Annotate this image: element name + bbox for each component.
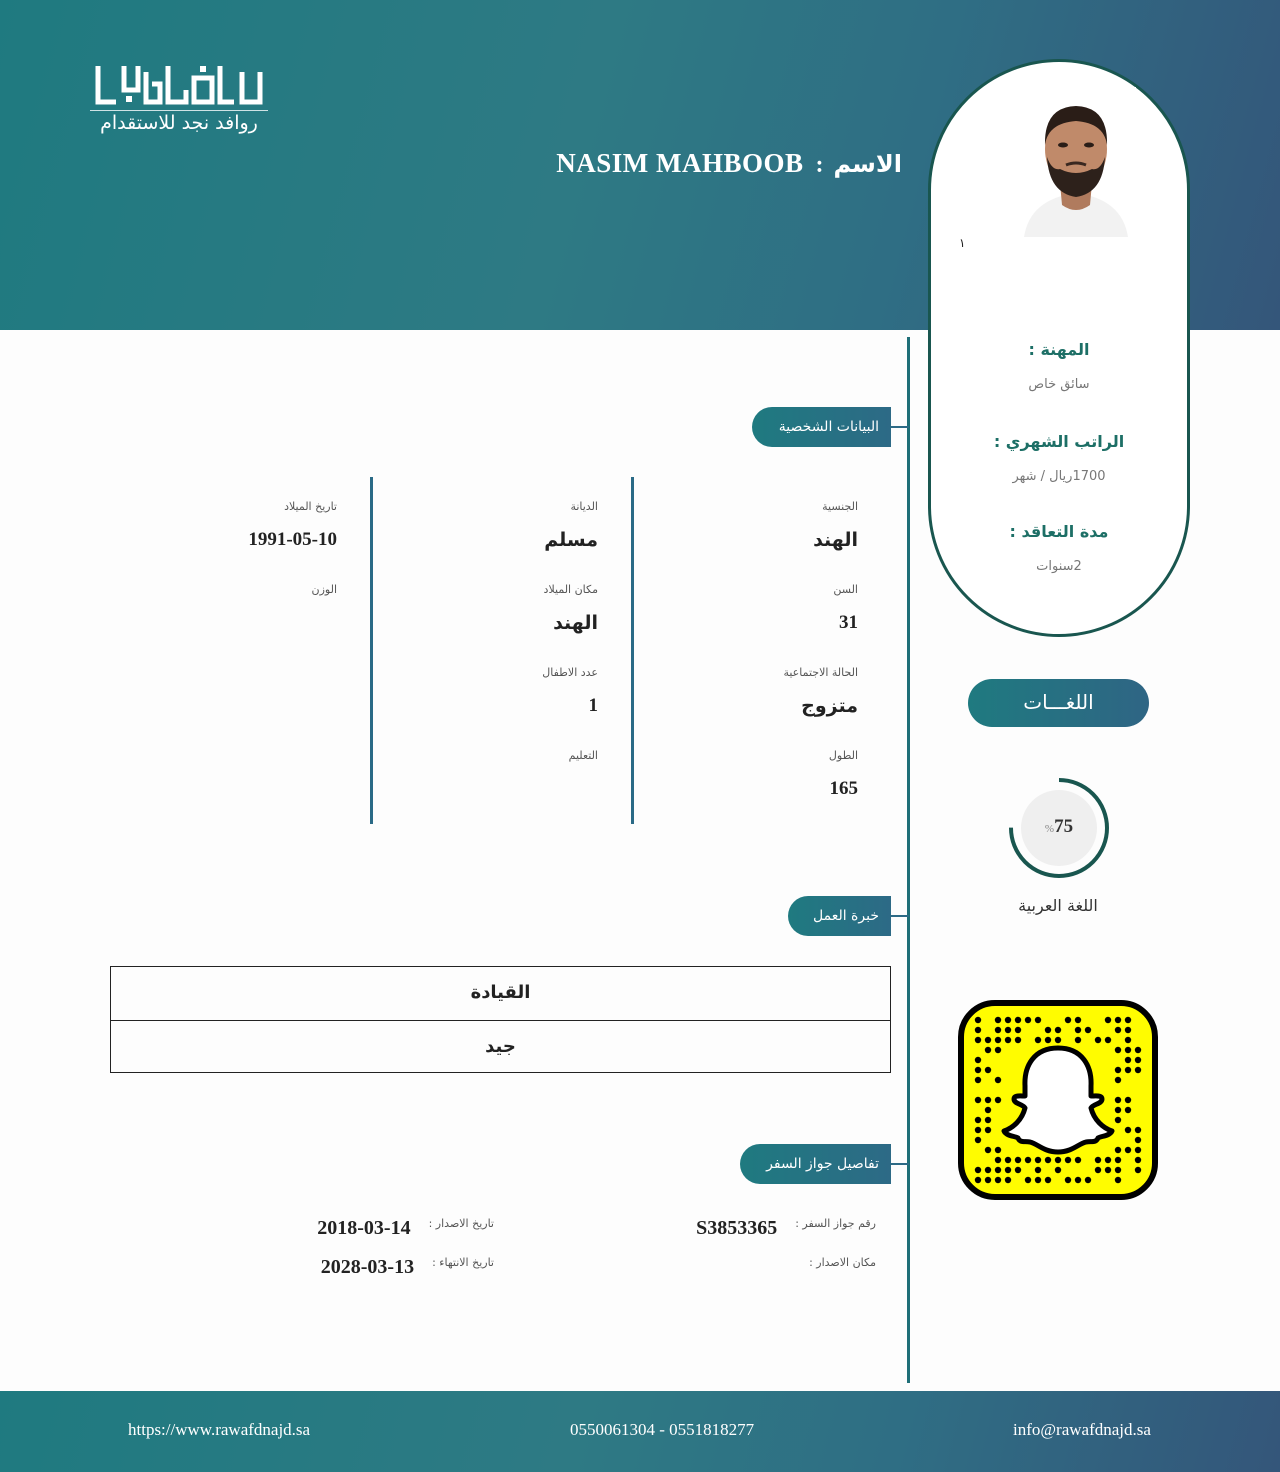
snapcode-dot [1105,1157,1111,1163]
snapcode-dot [1115,1167,1121,1173]
snapcode-dot [995,1097,1001,1103]
field-age [618,583,858,636]
gauge-percent-sign: % [1044,823,1055,835]
field-religion [358,500,598,553]
work-experience-heading: خبرة العمل [788,896,891,936]
snapcode-dot [1115,1177,1121,1183]
snapcode-dot [1125,1067,1131,1073]
snapcode-dot [1115,1147,1121,1153]
snapcode-dot [1135,1047,1141,1053]
snapcode-dot [1105,1167,1111,1173]
snapcode-dot [1075,1177,1081,1183]
experience-skill: القيادة [470,982,531,1003]
snapcode-dot [1115,1067,1121,1073]
birth-date-value: 1991-05-10 [248,529,337,550]
snapcode-dot [1025,1157,1031,1163]
snapcode-dot [995,1077,1001,1083]
age-value: 31 [839,612,858,633]
snapcode-dot [995,1047,1001,1053]
passport-issue-row [317,1217,494,1240]
snapcode-dot [1035,1177,1041,1183]
logo-divider [90,110,268,111]
contract-value: 2سنوات [1036,559,1082,574]
snapcode-dot [1075,1017,1081,1023]
snapcode-dot [985,1127,991,1133]
snapcode-dot [1135,1067,1141,1073]
snapcode-dot [995,1157,1001,1163]
snapcode-dot [1015,1037,1021,1043]
snapcode-dot [1105,1037,1111,1043]
snapcode-dot [1095,1157,1101,1163]
profession-block [931,340,1187,392]
snapcode-dot [995,1177,1001,1183]
footer-banner [0,1391,1280,1472]
logo-mark-icon [94,62,266,106]
snapcode-dot [985,1037,991,1043]
snapcode-dot [975,1057,981,1063]
snapcode-dot [975,1027,981,1033]
gauge-level-value: 75 [1054,816,1074,837]
snapcode-dot [1065,1157,1071,1163]
snapcode-dot [1035,1167,1041,1173]
snapcode-dot [1135,1147,1141,1153]
passport-issue-value: 2018-03-14 [317,1217,411,1239]
birth-date-label: تاريخ الميلاد [284,500,337,513]
snapcode-dot [1035,1017,1041,1023]
profession-label: المهنة : [1028,340,1090,359]
experience-table [110,966,891,1073]
nationality-label: الجنسية [822,500,858,513]
experience-level: جيد [111,1020,890,1072]
snapcode-dot [975,1137,981,1143]
languages-heading: اللغـــات [968,679,1149,727]
snapcode-dot [985,1097,991,1103]
weight-value [97,612,337,636]
snapcode-dot [1075,1157,1081,1163]
snapcode-dot [1115,1027,1121,1033]
contract-label: مدة التعاقد : [1009,522,1109,541]
field-weight [97,583,337,636]
snapcode-dot [1005,1167,1011,1173]
snapcode-dot [1075,1027,1081,1033]
salary-block [931,432,1187,484]
snapcode-dot [1085,1027,1091,1033]
nationality-value: الهند [813,529,858,551]
field-education [358,749,598,802]
logo-subtitle: روافد نجد للاستقدام [100,112,258,134]
field-height [618,749,858,802]
snapcode-dot [1055,1037,1061,1043]
snapcode-dot [1115,1117,1121,1123]
field-birth-place [358,583,598,636]
snapcode-dot [975,1127,981,1133]
snapcode-dot [1005,1037,1011,1043]
snapcode-dot [1135,1057,1141,1063]
education-value [358,778,598,802]
profile-card [928,59,1190,637]
snapcode-dot [1025,1177,1031,1183]
snapcode-dot [995,1027,1001,1033]
snapcode-dot [1015,1157,1021,1163]
education-label: التعليم [568,749,598,762]
snapcode-dot [1115,1047,1121,1053]
content-divider [907,337,910,1383]
worker-photo [1016,87,1136,237]
snapcode-dot [985,1067,991,1073]
passport-expiry-label: تاريخ الانتهاء : [432,1256,494,1269]
snapcode-dot [1125,1147,1131,1153]
snapcode-dot [1025,1017,1031,1023]
name-label: الاسم [833,150,902,178]
marital-status-value: متزوج [801,695,858,717]
snapcode-dot [1055,1167,1061,1173]
age-label: السن [833,583,858,596]
snapcode-dot [995,1147,1001,1153]
snapcode-dot [1105,1017,1111,1023]
passport-place-label: مكان الاصدار : [809,1256,876,1269]
contract-block [931,522,1187,574]
height-label: الطول [828,749,858,762]
field-birth-date [97,500,337,553]
snapcode-dot [1065,1017,1071,1023]
snapcode-dot [1115,1157,1121,1163]
children-value: 1 [588,695,598,716]
name-colon: : [815,152,824,178]
snapcode-dot [1135,1167,1141,1173]
snapcode-dot [995,1017,1001,1023]
weight-label: الوزن [311,583,337,596]
snapcode-dot [1095,1167,1101,1173]
field-nationality [618,500,858,553]
personal-data-heading: البيانات الشخصية [752,407,891,447]
snapcode-dot [985,1117,991,1123]
snapcode-qr [958,1000,1158,1200]
snapcode-dot [1115,1097,1121,1103]
birth-place-value: الهند [553,612,598,634]
card-mark: ١ [959,236,966,250]
snapcode-dot [1045,1027,1051,1033]
company-logo [90,58,270,138]
snapcode-dot [1015,1027,1021,1033]
field-marital-status [618,666,858,719]
snapcode-dot [1065,1177,1071,1183]
snapcode-dot [1125,1037,1131,1043]
snapcode-dot [1055,1027,1061,1033]
snapcode-dot [985,1107,991,1113]
worker-name: NASIM MAHBOOB [556,148,804,178]
snapcode-dot [1045,1177,1051,1183]
passport-number-label: رقم جواز السفر : [795,1217,876,1230]
snapcode-dot [1045,1157,1051,1163]
snapcode-dot [975,1167,981,1173]
children-label: عدد الاطفال [542,666,598,679]
snapcode-dot [1035,1157,1041,1163]
footer-phones[interactable]: 0550061304 - 0551818277 [570,1420,755,1439]
snapcode-dot [1015,1017,1021,1023]
religion-label: الديانة [570,500,598,513]
passport-expiry-value: 2028-03-13 [320,1256,415,1278]
snapcode-dot [1115,1017,1121,1023]
passport-expiry-row [321,1256,494,1279]
snapcode-dot [995,1037,1001,1043]
religion-value: مسلم [544,529,598,551]
birth-place-label: مكان الميلاد [543,583,598,596]
snapcode-dot [985,1047,991,1053]
snapcode-dot [1135,1157,1141,1163]
snapcode-dot [1075,1037,1081,1043]
snapcode-dot [1015,1167,1021,1173]
snapcode-dot [1005,1177,1011,1183]
snapcode-dot [1125,1097,1131,1103]
passport-number-value: S3853365 [696,1217,778,1239]
snapcode-dot [1095,1037,1101,1043]
footer-website-link[interactable]: https://www.rawafdnajd.sa [128,1420,311,1439]
snapcode-dot [985,1177,991,1183]
worker-name-row [556,148,902,179]
passport-heading: تفاصيل جواز السفر [740,1144,891,1184]
snapcode-dot [975,1177,981,1183]
snapcode-dot [975,1067,981,1073]
field-children [358,666,598,719]
snapcode-dot [975,1037,981,1043]
snapcode-dot [1005,1157,1011,1163]
language-name: اللغة العربية [1018,896,1098,915]
profession-value: سائق خاص [1028,377,1090,392]
snapcode-dot [1005,1017,1011,1023]
salary-value: 1700ريال / شهر [1012,469,1106,484]
snapcode-dot [1005,1027,1011,1033]
snapcode-dot [1125,1027,1131,1033]
snapcode-dot [1125,1107,1131,1113]
snapcode-dot [1045,1037,1051,1043]
snapcode-dot [985,1147,991,1153]
snapcode-dot [1115,1077,1121,1083]
salary-label: الراتب الشهري : [993,432,1125,451]
snapcode-dot [995,1167,1001,1173]
snapcode-dot [1085,1177,1091,1183]
gauge-readout [1020,816,1096,838]
snapcode-dot [975,1097,981,1103]
height-value: 165 [829,778,858,799]
footer-email-link[interactable]: info@rawafdnajd.sa [1013,1420,1151,1439]
snapcode-dot [975,1117,981,1123]
snapcode-dot [1115,1107,1121,1113]
passport-issue-label: تاريخ الاصدار : [428,1217,494,1230]
snapcode-dot [975,1077,981,1083]
snapcode-dot [1035,1037,1041,1043]
snapcode-dot [1125,1047,1131,1053]
snapcode-dot [1125,1127,1131,1133]
snapcode-dot [985,1167,991,1173]
marital-status-label: الحالة الاجتماعية [783,666,858,679]
snapcode-dot [1125,1017,1131,1023]
passport-place-row [791,1256,876,1274]
snapcode-dot [1135,1137,1141,1143]
snapcode-dot [1125,1057,1131,1063]
snapcode-dot [1135,1127,1141,1133]
snapcode-dot [975,1017,981,1023]
snapcode-dot [1055,1157,1061,1163]
passport-number-row [696,1217,876,1240]
